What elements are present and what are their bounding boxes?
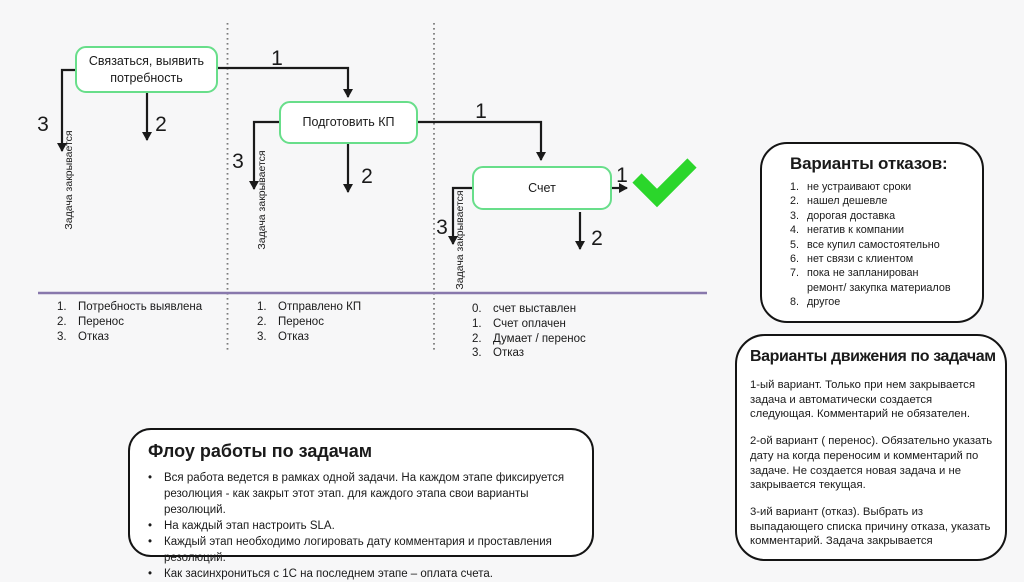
arrow-label-2: 2 <box>361 165 373 188</box>
list-item: • Как засинхрониться с 1С на последнем этапе – оплата счета. <box>148 566 578 582</box>
list-item: 3. Отказ <box>57 330 110 343</box>
stage2-resolution-list <box>257 300 361 344</box>
arrow-label-1: 1 <box>271 47 283 70</box>
list-item: 3. Отказ <box>472 347 525 360</box>
arrow-stage2-right <box>418 122 541 160</box>
list-item: 0. счет выставлен <box>472 303 577 315</box>
bullet-icon <box>148 534 164 566</box>
stage1-resolution-list <box>57 300 202 344</box>
task-closes-label: Задача закрывается <box>63 130 75 230</box>
list-item: 1. Потребность выявлена <box>57 301 203 313</box>
list-item: 1. Счет оплачен <box>472 317 566 330</box>
list-item: 1. не устраивают сроки <box>790 181 912 193</box>
flow-box-label: Связаться, выявить потребность <box>88 54 205 85</box>
list-item: 3. Отказ <box>257 330 310 343</box>
panel-title: Варианты отказов: <box>790 154 948 173</box>
arrow-label-1: 1 <box>475 100 487 123</box>
movement-paragraph-3: 3-ий вариант (отказ). Выбрать из выпадающего списка причину отказа, указать комментарий. Задача закрывается <box>750 505 991 548</box>
arrow-label-3: 3 <box>436 216 448 239</box>
arrow-stage1-right <box>218 68 348 97</box>
list-item: 1. Отправлено КП <box>257 301 362 313</box>
list-item: • Вся работа ведется в рамках одной задачи. На каждом этапе фиксируется резолюция - как закрыт этот этап. для каждого этапа свои варианты резолюций. <box>148 470 578 518</box>
list-item: • Каждый этап необходимо логировать дату комментария и проставления резолюций. <box>148 534 578 566</box>
bullet-icon <box>148 470 164 518</box>
panel-title: Флоу работы по задачам <box>148 441 373 461</box>
list-item: 2. Перенос <box>257 315 324 328</box>
list-item: 2. Перенос <box>57 315 124 328</box>
stage3-resolution-list <box>472 302 586 361</box>
task-movement-panel <box>735 334 1007 561</box>
movement-paragraph-1: 1-ый вариант. Только при нем закрывается задача и автоматически создается следующая. Комментарий не обязателен. <box>750 379 976 421</box>
list-item: 2. нашел дешевле <box>790 195 888 208</box>
task-flow-panel <box>128 428 594 580</box>
flow-box-invoice <box>472 166 612 210</box>
list-item: 7. пока не запланирован ремонт/ закупка материалов <box>790 267 951 294</box>
task-closes-label: Задача закрывается <box>256 150 268 250</box>
arrow-label-1: 1 <box>616 164 628 187</box>
list-item: 8. другое <box>790 296 841 309</box>
arrow-label-3: 3 <box>232 150 244 173</box>
flow-box-label: Подготовить КП <box>302 115 395 130</box>
flow-box-contact <box>75 46 218 93</box>
arrow-label-2: 2 <box>591 227 603 250</box>
flow-box-prepare-kp <box>279 101 418 144</box>
bullet-icon <box>148 566 164 582</box>
arrow-label-3: 3 <box>37 113 49 136</box>
list-item: • На каждый этап настроить SLA. <box>148 518 578 534</box>
refusal-options-panel <box>760 142 984 323</box>
panel-title: Варианты движения по задачам <box>750 348 996 365</box>
list-item: 3. дорогая доставка <box>790 209 896 222</box>
list-item: 6. нет связи с клиентом <box>790 253 914 266</box>
flow-box-label: Счет <box>528 180 556 195</box>
arrow-label-2: 2 <box>155 113 167 136</box>
task-closes-label: Задача закрывается <box>454 190 466 290</box>
list-item: 2. Думает / перенос <box>472 332 586 345</box>
bullet-icon <box>148 518 164 534</box>
list-item: 4. негатив к компании <box>790 224 905 237</box>
checkmark-icon <box>637 163 692 198</box>
movement-paragraph-2: 2-ой вариант ( перенос). Обязательно указать дату на когда переносим и комментарий по задаче. Не создается новая задача и не закрывается текущая. <box>750 435 993 492</box>
list-item: 5. все купил самостоятельно <box>790 238 940 251</box>
